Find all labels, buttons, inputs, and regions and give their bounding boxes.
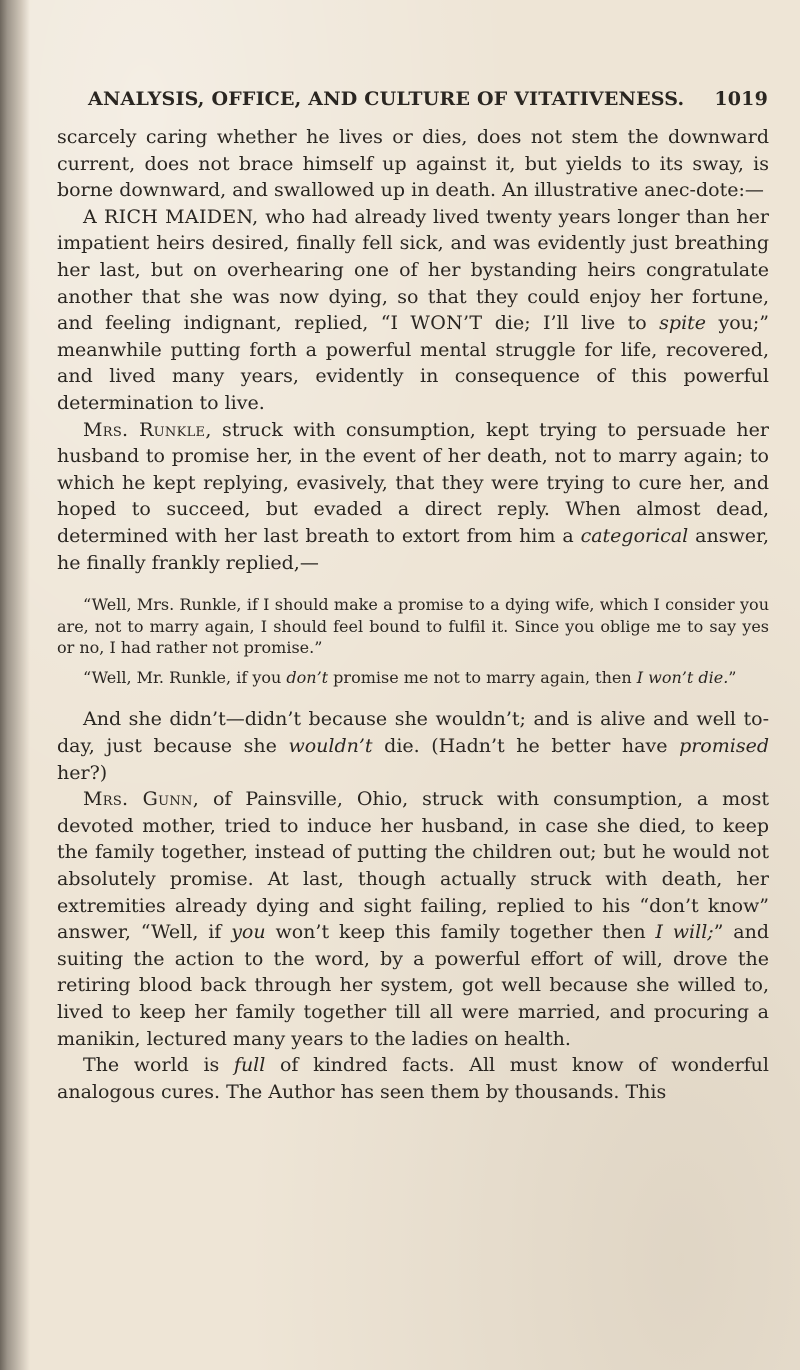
facts-text-2: of kindred facts. All must know of wonderful analogous cures. The Author has seen them by thousands. This xyxy=(57,1054,769,1103)
facts-full: full xyxy=(233,1054,266,1077)
runkle-text-1: struck with consumption, kept trying to persuade her husband to promise her, in the event of her death, not to marry again; to which he kept replying, evasively, that they were trying to cure her, and hoped to succeed, but evaded a direct reply. When almost dead, determined with her last breath to extort from him a xyxy=(57,418,769,547)
quote2-text-3: ” xyxy=(728,667,737,687)
page-number: 1019 xyxy=(714,88,768,110)
didnt-text-3: her?) xyxy=(57,761,108,784)
facts-text-1: The world is xyxy=(83,1054,234,1077)
rich-maiden-spite: spite xyxy=(659,312,707,335)
lead-mrs-runkle: Mrs. Runkle, xyxy=(83,418,212,441)
paragraph-continuation: scarcely caring whether he lives or dies, does not stem the downward current, does not brace himself up against it, but yields to its sway, is borne downward, and swallowed up in death. An illustrative anec-dote:— xyxy=(57,126,769,202)
paragraph-she-didnt xyxy=(57,706,769,786)
didnt-text-2: die. (Hadn’t he better have xyxy=(372,735,680,758)
didnt-text-1: And she didn’t—didn’t because she wouldn’t; and is alive and well to-day, just because she xyxy=(57,708,769,758)
runkle-text-2: answer, he finally frankly replied,— xyxy=(57,524,769,574)
running-title: ANALYSIS, OFFICE, AND CULTURE OF VITATIVENESS. xyxy=(88,88,685,110)
paragraph-kindred-facts xyxy=(57,1052,769,1105)
quote-mr-runkle: “Well, Mrs. Runkle, if I should make a promise to a dying wife, which I consider you are, not to marry again, I should feel bound to fulfil it. Since you oblige me to say yes or no, I had rather not promise.” xyxy=(57,595,769,658)
lead-mrs-gunn: Mrs. Gunn, xyxy=(83,788,200,811)
gunn-i-will: I will; xyxy=(655,921,714,944)
gunn-you: you xyxy=(231,921,266,944)
paragraph-mrs-runkle xyxy=(57,417,769,577)
gunn-text-2: won’t keep this family together then xyxy=(265,921,656,944)
didnt-promised: promised xyxy=(679,735,769,758)
rich-maiden-text-3: you;” meanwhile putting forth a powerful mental struggle for life, recovered, and lived many years, evidently in consequence of this powerful determination to live. xyxy=(57,312,769,414)
paragraph-rich-maiden xyxy=(57,204,769,417)
paragraph-mrs-gunn xyxy=(57,786,769,1052)
runkle-categorical: categorical xyxy=(580,524,689,547)
rich-maiden-wont: WON’T xyxy=(410,312,483,335)
rich-maiden-text-2: die; I’ll live to xyxy=(482,312,660,335)
didnt-wouldnt: wouldn’t xyxy=(288,735,373,758)
gunn-text-3: ” and suiting the action to the word, by a powerful effort of will, drove the retiring blood back through her system, got well because she willed to, lived to keep her family together till all were married, and procuring a manikin, lectured many years to the ladies on health. xyxy=(57,921,769,1050)
binding-gutter-shadow xyxy=(0,0,30,1370)
quote-mrs-runkle xyxy=(57,667,769,689)
gunn-text-1: of Painsville, Ohio, struck with consumption, a most devoted mother, tried to induce her husband, in case she died, to keep the family together, instead of putting the children out; but he would not absolutely promise. At last, though actually struck with death, her extremities already dying and sight failing, replied to his “don’t know” answer, “Well, if xyxy=(57,788,769,944)
body-text xyxy=(57,124,769,1105)
lead-rich-maiden: A RICH MAIDEN, xyxy=(83,205,259,228)
quote2-text-1: “Well, Mr. Runkle, if you xyxy=(83,667,287,687)
rich-maiden-text-1: who had already lived twenty years longer than her impatient heirs desired, finally fell sick, and was evidently just breathing her last, but on overhearing one of her bystanding heirs congratulate another that she was now dying, so that they could enjoy her fortune, and feeling indignant, replied, “I xyxy=(57,205,770,335)
quote2-text-2: promise me not to marry again, then xyxy=(328,667,637,687)
quote2-wont-die: I won’t die. xyxy=(636,667,729,687)
quote2-dont: don’t xyxy=(286,667,329,687)
